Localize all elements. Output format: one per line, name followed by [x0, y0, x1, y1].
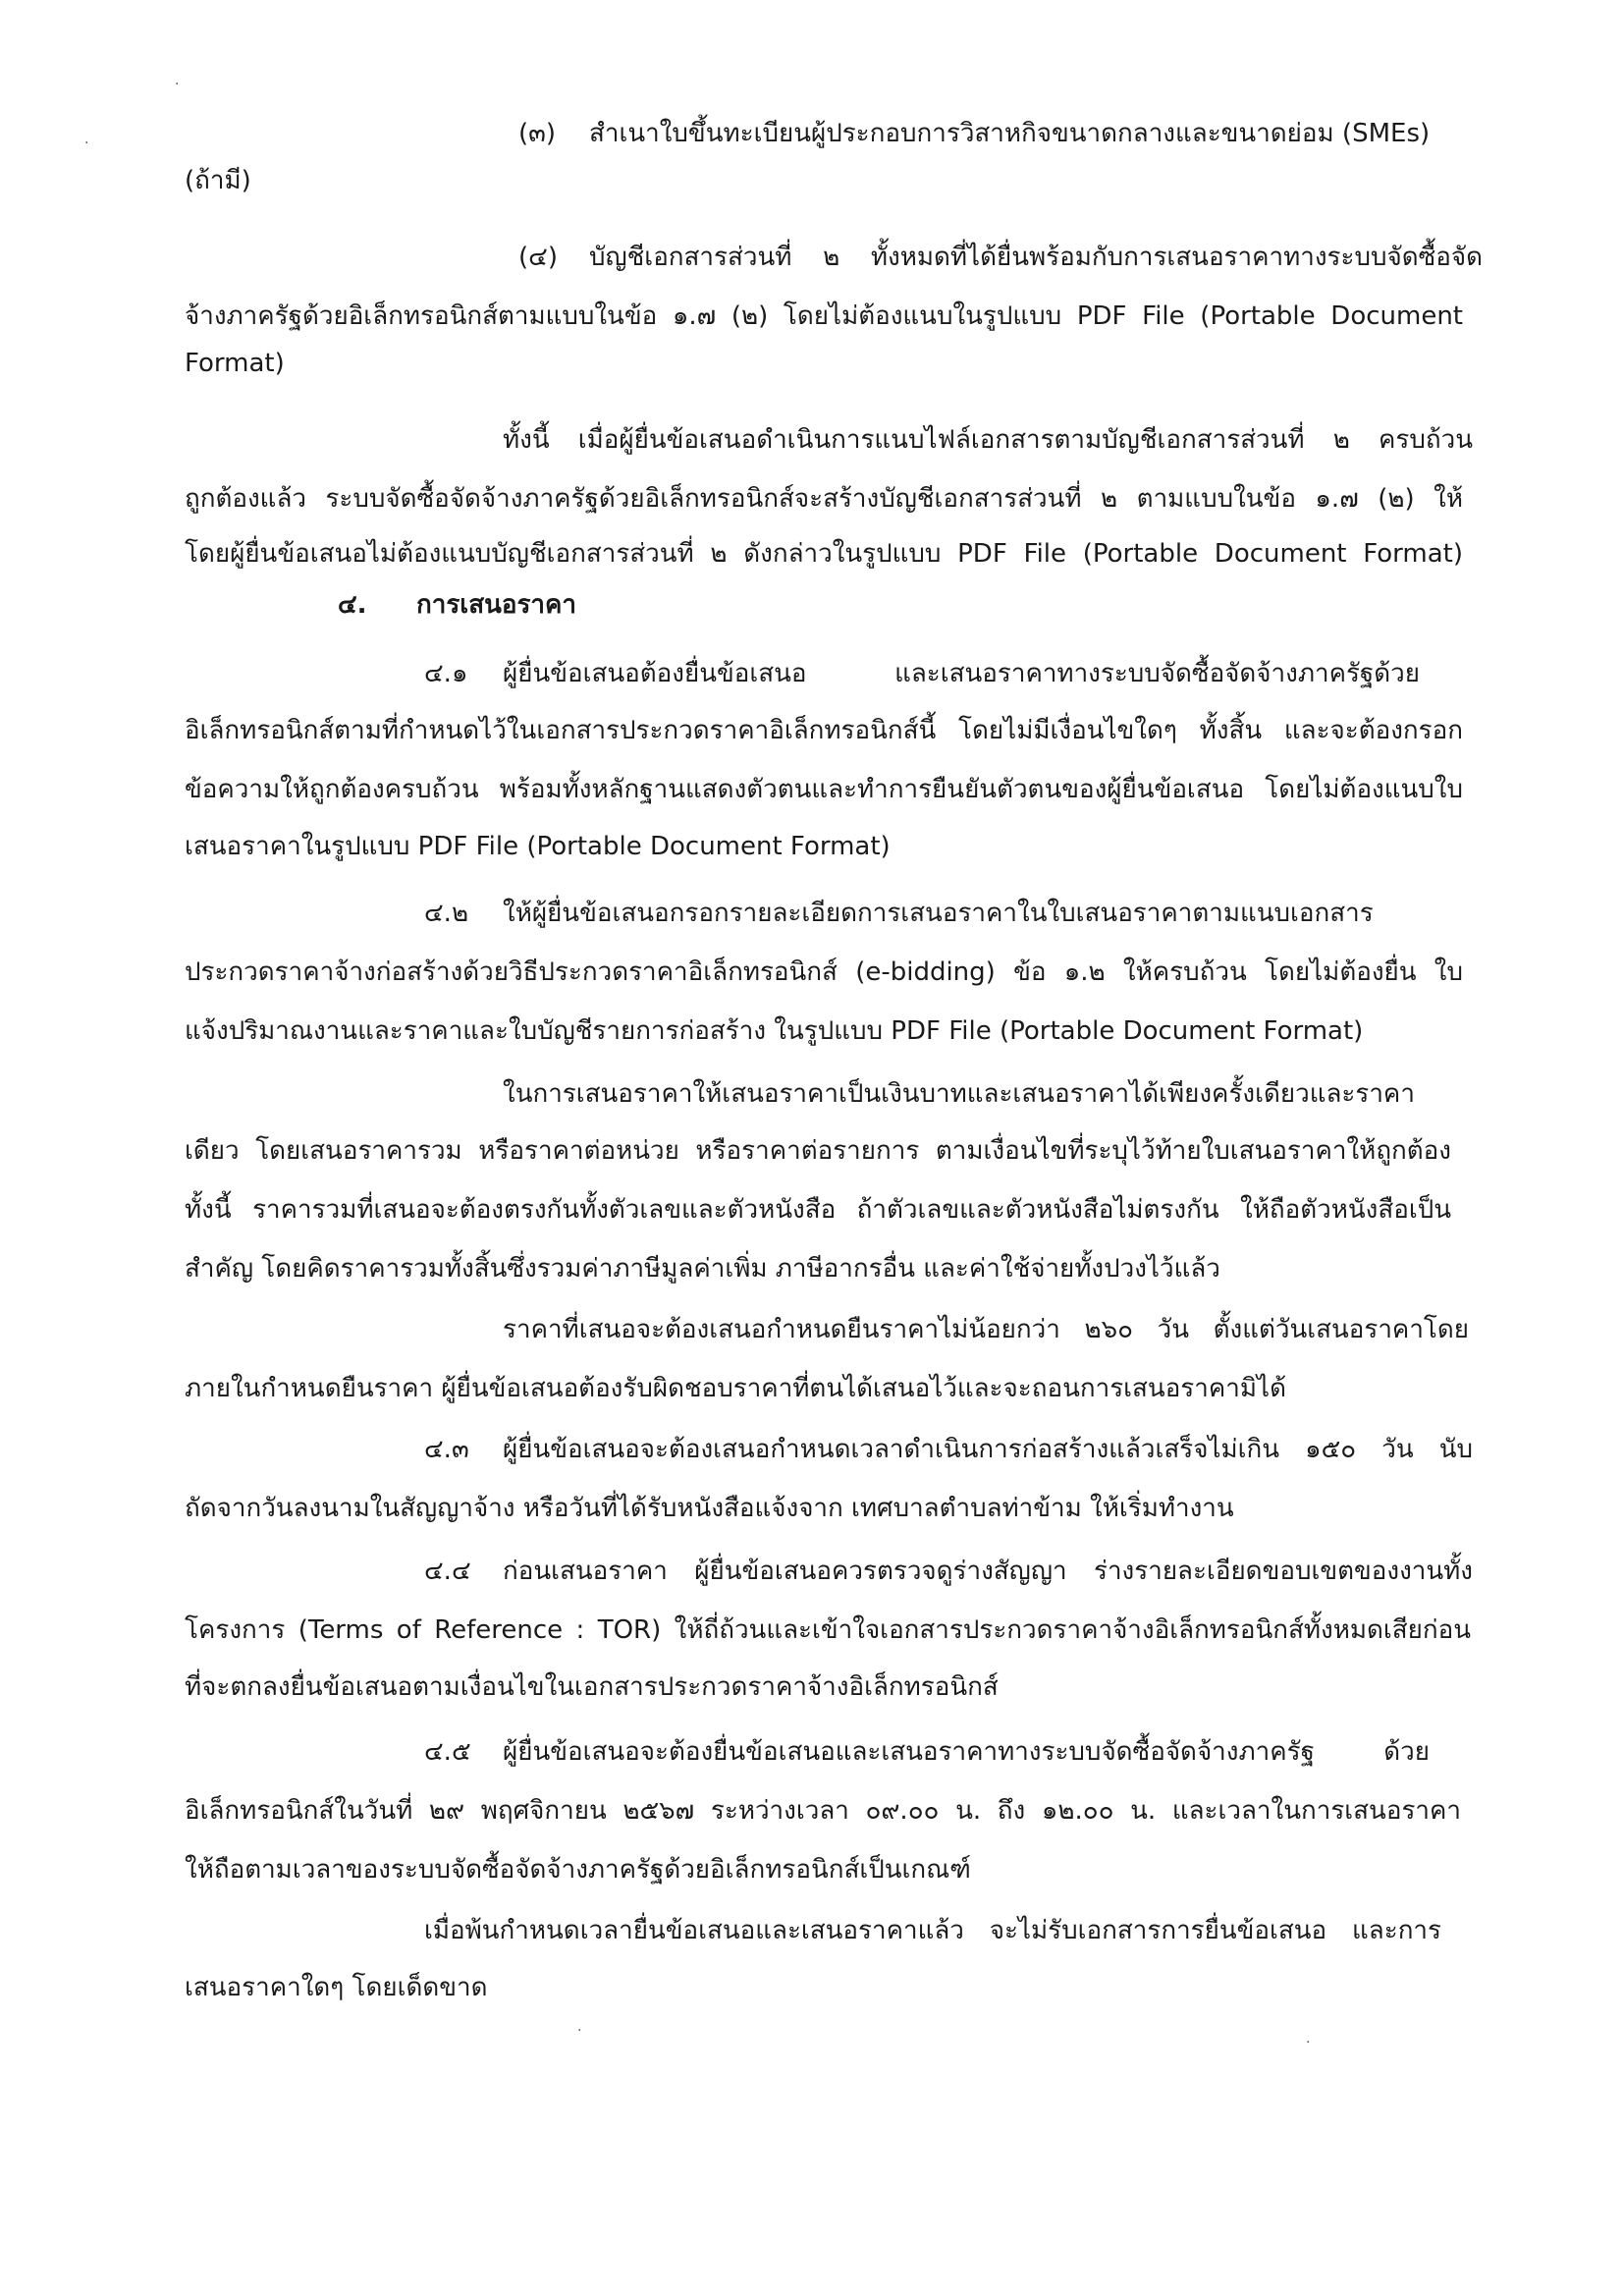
document-line: โครงการ (Terms of Reference : TOR) ให้ถี่ถ้วนและเข้าใจเอกสารประกวดราคาจ้างอิเล็กทรอนิกส์ทั้งหมดเสียก่อน — [185, 1615, 1471, 1645]
document-line: ผู้ยื่นข้อเสนอต้องยื่นข้อเสนอ และเสนอราคาทางระบบจัดซื้อจัดจ้างภาครัฐด้วย — [503, 659, 1420, 688]
document-line: ภายในกำหนดยืนราคา ผู้ยื่นข้อเสนอต้องรับผิดชอบราคาที่ตนได้เสนอไว้และจะถอนการเสนอราคามิได้ — [185, 1374, 1286, 1403]
document-line: Format) — [185, 349, 285, 378]
scan-speck: · — [1306, 2035, 1311, 2050]
item-number: (๔) — [518, 243, 558, 272]
document-line: ผู้ยื่นข้อเสนอจะต้องยื่นข้อเสนอและเสนอราคาทางระบบจัดซื้อจัดจ้างภาครัฐ ด้วย — [503, 1737, 1430, 1767]
document-line: ถูกต้องแล้ว ระบบจัดซื้อจัดจ้างภาครัฐด้วยอิเล็กทรอนิกส์จะสร้างบัญชีเอกสารส่วนที่ ๒ ตามแบบในข้อ ๑.๗ (๒) ให้ — [185, 484, 1463, 514]
document-line: ราคาที่เสนอจะต้องเสนอกำหนดยืนราคาไม่น้อยกว่า ๒๖๐ วัน ตั้งแต่วันเสนอราคาโดย — [503, 1315, 1469, 1344]
document-line: ที่จะตกลงยื่นข้อเสนอตามเงื่อนไขในเอกสารประกวดราคาจ้างอิเล็กทรอนิกส์ — [185, 1672, 999, 1702]
document-line: ถัดจากวันลงนามในสัญญาจ้าง หรือวันที่ได้รับหนังสือแจ้งจาก เทศบาลตำบลท่าข้าม ให้เริ่มทำงาน — [185, 1494, 1234, 1523]
document-line: เมื่อพ้นกำหนดเวลายื่นข้อเสนอและเสนอราคาแล้ว จะไม่รับเอกสารการยื่นข้อเสนอ และการ — [424, 1916, 1441, 1945]
section-heading: การเสนอราคา — [416, 590, 577, 620]
document-line: ให้ถือตามเวลาของระบบจัดซื้อจัดจ้างภาครัฐด้วยอิเล็กทรอนิกส์เป็นเกณฑ์ — [185, 1855, 971, 1885]
scan-speck: · — [577, 2023, 582, 2039]
document-line: โดยผู้ยื่นข้อเสนอไม่ต้องแนบบัญชีเอกสารส่วนที่ ๒ ดังกล่าวในรูปแบบ PDF File (Portable Document Format) — [185, 539, 1463, 569]
document-line: ประกวดราคาจ้างก่อสร้างด้วยวิธีประกวดราคาอิเล็กทรอนิกส์ (e-bidding) ข้อ ๑.๒ ให้ครบถ้วน โดยไม่ต้องยื่น ใบ — [185, 957, 1463, 987]
document-line: อิเล็กทรอนิกส์ตามที่กำหนดไว้ในเอกสารประกวดราคาอิเล็กทรอนิกส์นี้ โดยไม่มีเงื่อนไขใดๆ ทั้งสิ้น และจะต้องกรอก — [185, 716, 1463, 745]
document-line: สำเนาใบขึ้นทะเบียนผู้ประกอบการวิสาหกิจขนาดกลางและขนาดย่อม (SMEs) — [589, 119, 1431, 148]
clause-number: ๔.๕ — [424, 1737, 471, 1767]
document-line: ก่อนเสนอราคา ผู้ยื่นข้อเสนอควรตรวจดูร่างสัญญา ร่างรายละเอียดขอบเขตของงานทั้ง — [503, 1557, 1473, 1586]
document-line: ผู้ยื่นข้อเสนอจะต้องเสนอกำหนดเวลาดำเนินการก่อสร้างแล้วเสร็จไม่เกิน ๑๕๐ วัน นับ — [503, 1435, 1473, 1464]
document-line: แจ้งปริมาณงานและราคาและใบบัญชีรายการก่อสร้าง ในรูปแบบ PDF File (Portable Document Format) — [185, 1016, 1364, 1046]
document-line: เสนอราคาในรูปแบบ PDF File (Portable Document Format) — [185, 832, 891, 861]
document-line: ให้ผู้ยื่นข้อเสนอกรอกรายละเอียดการเสนอราคาในใบเสนอราคาตามแนบเอกสาร — [503, 899, 1374, 928]
document-line: ทั้งนี้ ราคารวมที่เสนอจะต้องตรงกันทั้งตัวเลขและตัวหนังสือ ถ้าตัวเลขและตัวหนังสือไม่ตรงกัน ให้ถือตัวหนังสือเป็น — [185, 1195, 1451, 1225]
document-line: ข้อความให้ถูกต้องครบถ้วน พร้อมทั้งหลักฐานแสดงตัวตนและทำการยืนยันตัวตนของผู้ยื่นข้อเสนอ โดยไม่ต้องแนบใบ — [185, 775, 1463, 804]
document-line: เสนอราคาใดๆ โดยเด็ดขาด — [185, 1973, 488, 2002]
document-line: ทั้งนี้ เมื่อผู้ยื่นข้อเสนอดำเนินการแนบไฟล์เอกสารตามบัญชีเอกสารส่วนที่ ๒ ครบถ้วน — [503, 425, 1473, 455]
document-line: อิเล็กทรอนิกส์ในวันที่ ๒๙ พฤศจิกายน ๒๕๖๗ ระหว่างเวลา ๐๙.๐๐ น. ถึง ๑๒.๐๐ น. และเวลาในการเสนอราคา — [185, 1796, 1461, 1826]
section-number: ๔. — [338, 590, 367, 620]
document-line: (ถ้ามี) — [185, 166, 251, 195]
clause-number: ๔.๔ — [424, 1557, 471, 1586]
scan-speck: · — [175, 77, 180, 92]
document-line: บัญชีเอกสารส่วนที่ ๒ ทั้งหมดที่ได้ยื่นพร้อมกับการเสนอราคาทางระบบจัดซื้อจัด — [589, 243, 1483, 272]
document-line: จ้างภาครัฐด้วยอิเล็กทรอนิกส์ตามแบบในข้อ ๑.๗ (๒) โดยไม่ต้องแนบในรูปแบบ PDF File (Portable Document — [185, 301, 1463, 331]
document-line: ในการเสนอราคาให้เสนอราคาเป็นเงินบาทและเสนอราคาได้เพียงครั้งเดียวและราคา — [503, 1079, 1415, 1109]
clause-number: ๔.๒ — [424, 899, 469, 928]
item-number: (๓) — [518, 119, 557, 148]
clause-number: ๔.๑ — [424, 659, 468, 688]
document-line: สำคัญ โดยคิดราคารวมทั้งสิ้นซึ่งรวมค่าภาษีมูลค่าเพิ่ม ภาษีอากรอื่น และค่าใช้จ่ายทั้งปวงไว้แล้ว — [185, 1254, 1220, 1284]
clause-number: ๔.๓ — [424, 1435, 469, 1464]
document-line: เดียว โดยเสนอราคารวม หรือราคาต่อหน่วย หรือราคาต่อรายการ ตามเงื่อนไขที่ระบุไว้ท้ายใบเสนอราคาให้ถูกต้อง — [185, 1136, 1451, 1166]
scan-speck: · — [84, 136, 89, 151]
